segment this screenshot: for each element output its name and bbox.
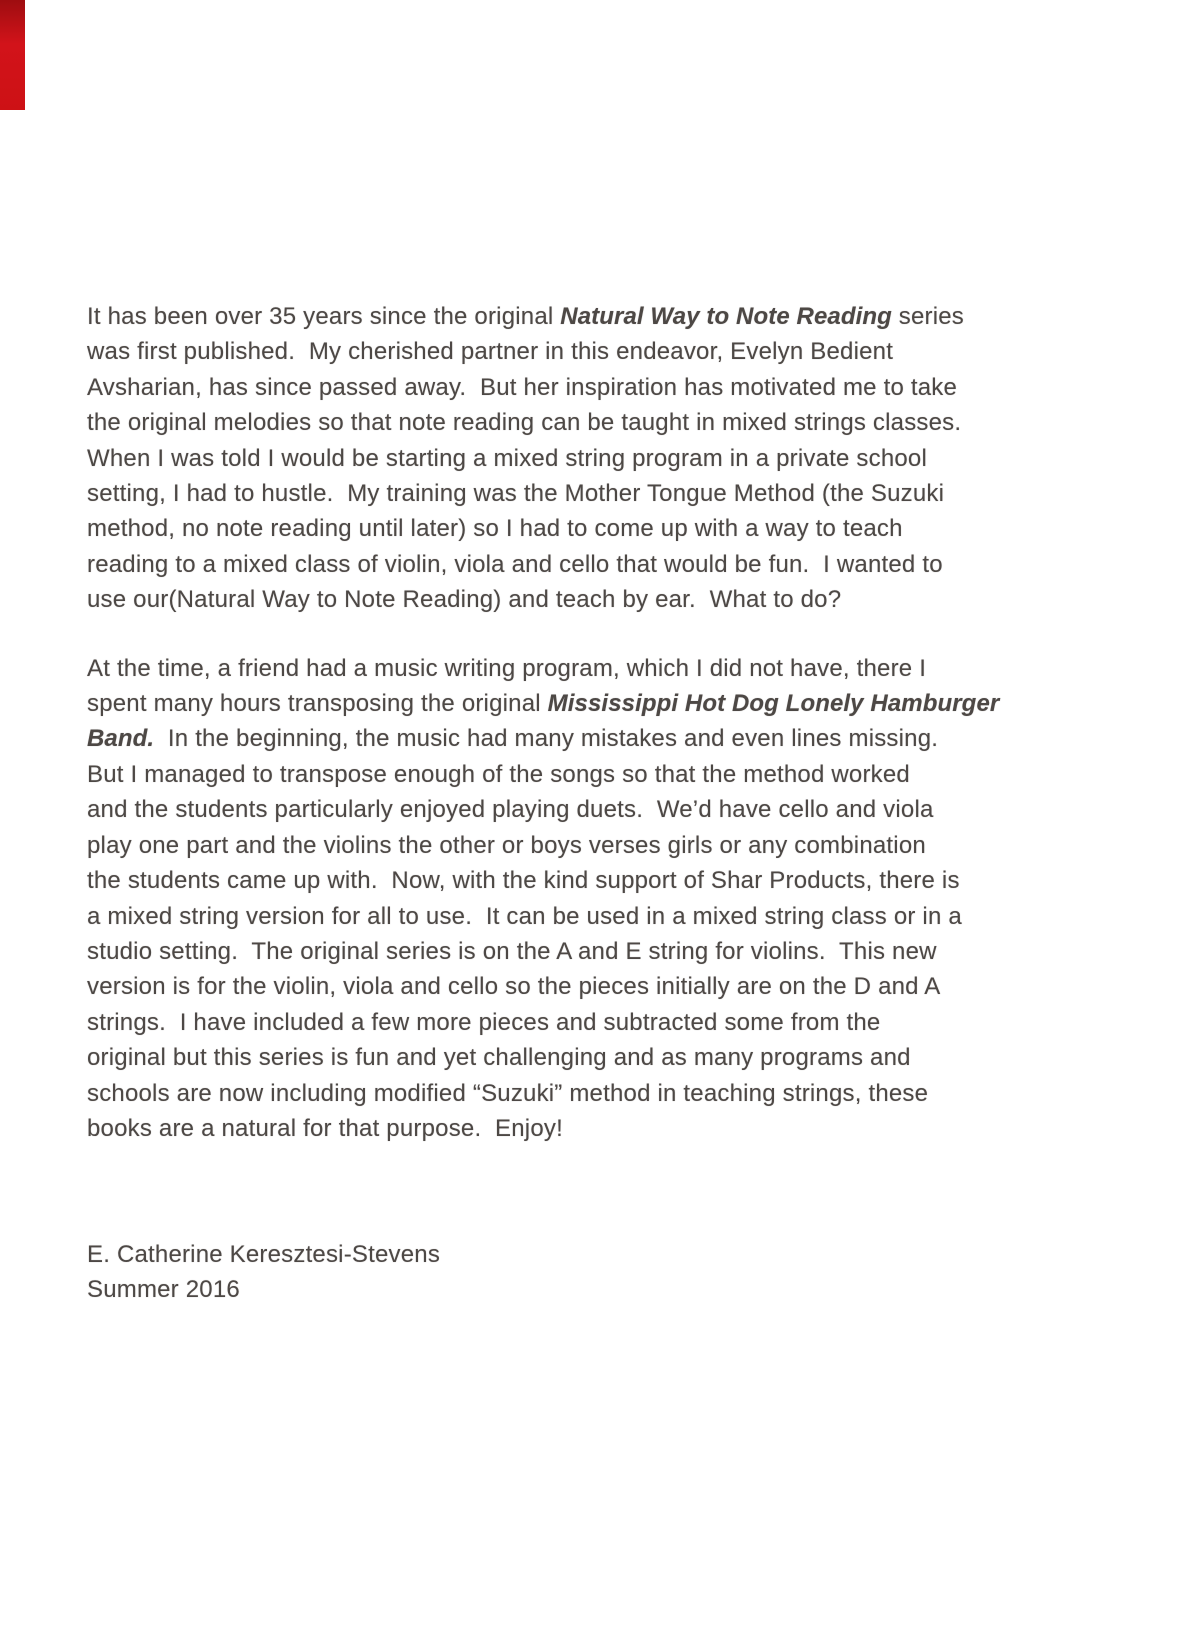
body-text: When I was told I would be starting a mixed string program in a private school [87, 444, 927, 472]
foreword-text [87, 299, 1167, 1146]
text-line [87, 792, 1167, 827]
body-text: original but this series is fun and yet challenging and as many programs and [87, 1044, 911, 1072]
text-line [87, 547, 1167, 582]
body-text: Avsharian, has since passed away. But her inspiration has motivated me to take [87, 373, 958, 401]
text-line [87, 651, 1167, 686]
text-line [87, 1040, 1167, 1075]
text-line [87, 511, 1167, 546]
text-line [87, 863, 1167, 898]
red-scan-mark [0, 0, 25, 110]
text-line [87, 405, 1167, 440]
text-line [87, 757, 1167, 792]
text-line [87, 476, 1167, 511]
body-text: spent many hours transposing the original [87, 690, 548, 718]
body-text: In the beginning, the music had many mistakes and even lines missing. [154, 725, 939, 753]
body-text: method, no note reading until later) so I had to come up with a way to teach [87, 515, 903, 543]
body-text: setting, I had to hustle. My training was the Mother Tongue Method (the Suzuki [87, 480, 945, 508]
body-text: It has been over 35 years since the original [87, 303, 561, 330]
signature-block [87, 1237, 440, 1308]
text-line [87, 686, 1167, 721]
emphasized-title-text: Band. [87, 725, 155, 753]
body-text: play one part and the violins the other or boys verses girls or any combination [87, 831, 926, 859]
body-text: was first published. My cherished partner in this endeavor, Evelyn Bedient [87, 338, 894, 366]
body-text: series [891, 303, 965, 330]
emphasized-title-text: Mississippi Hot Dog Lonely Hamburger [547, 690, 1000, 718]
text-line [87, 1111, 1167, 1146]
text-line [87, 828, 1167, 863]
text-line [87, 370, 1167, 405]
text-line [87, 299, 1167, 334]
body-text: schools are now including modified “Suzuki” method in teaching strings, these [87, 1079, 929, 1107]
body-text: At the time, a friend had a music writing program, which I did not have, there I [87, 654, 927, 682]
body-text: and the students particularly enjoyed playing duets. We’d have cello and viola [87, 796, 934, 824]
body-text: reading to a mixed class of violin, viola and cello that would be fun. I wanted to [87, 550, 943, 578]
body-text: version is for the violin, viola and cello so the pieces initially are on the D and A [87, 973, 941, 1001]
emphasized-title-text: Natural Way to Note Reading [560, 303, 892, 330]
signature-name: E. Catherine Keresztesi-Stevens [87, 1241, 441, 1268]
text-line [87, 582, 1167, 617]
text-line [87, 1005, 1167, 1040]
body-text: But I managed to transpose enough of the songs so that the method worked [87, 760, 910, 788]
body-text: the students came up with. Now, with the kind support of Shar Products, there is [87, 867, 960, 895]
body-text: books are a natural for that purpose. Enjoy! [87, 1114, 563, 1142]
body-text: use our(Natural Way to Note Reading) and teach by ear. What to do? [87, 586, 842, 614]
text-line [87, 334, 1167, 369]
text-line [87, 969, 1167, 1004]
body-text: studio setting. The original series is on the A and E string for violins. This new [87, 937, 937, 965]
paragraph [87, 299, 1167, 618]
paragraph [87, 651, 1167, 1147]
body-text: a mixed string version for all to use. It can be used in a mixed string class or in a [87, 902, 962, 930]
text-line [87, 899, 1167, 934]
signature-date: Summer 2016 [87, 1276, 240, 1304]
text-line [87, 441, 1167, 476]
text-line [87, 1076, 1167, 1111]
text-line [87, 934, 1167, 969]
body-text: strings. I have included a few more pieces and subtracted some from the [87, 1008, 881, 1036]
body-text: the original melodies so that note reading can be taught in mixed strings classes. [87, 409, 962, 437]
text-line [87, 721, 1167, 756]
